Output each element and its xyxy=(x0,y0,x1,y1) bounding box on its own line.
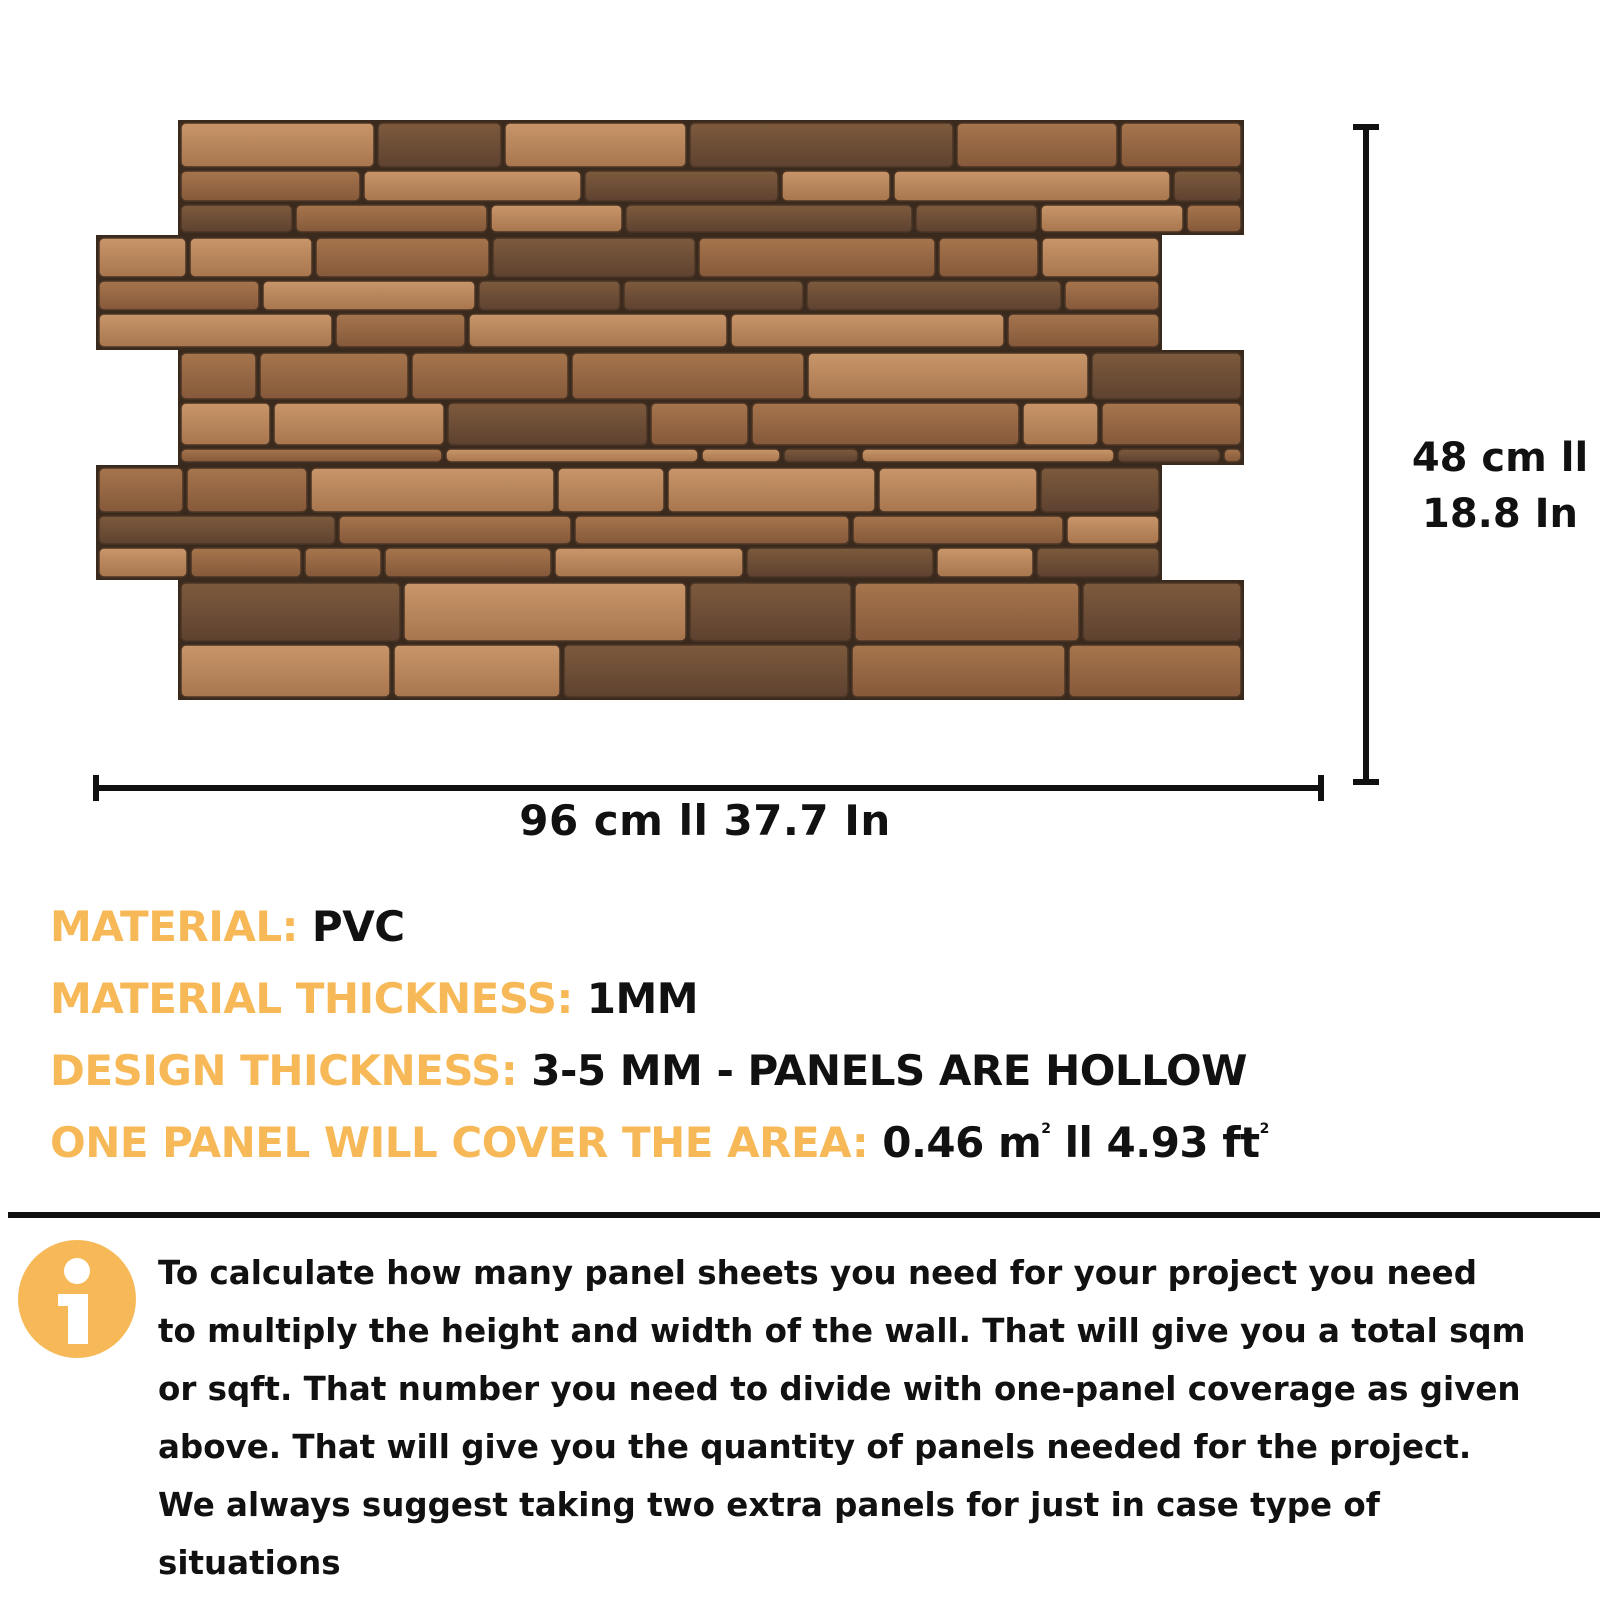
stone-block xyxy=(651,403,748,445)
stone-block xyxy=(782,171,890,201)
stone-block xyxy=(493,238,695,277)
coverage-separator: ll xyxy=(1050,1117,1107,1167)
stone-block xyxy=(916,205,1037,232)
info-text xyxy=(158,1244,1588,1592)
width-dimension-cap-right xyxy=(1318,775,1324,801)
stone-block xyxy=(855,583,1079,641)
spec-coverage-label: ONE PANEL WILL COVER THE AREA: xyxy=(50,1117,869,1167)
stone-block xyxy=(316,238,489,277)
info-line: To calculate how many panel sheets you need for your project you need xyxy=(158,1254,1477,1292)
stone-block xyxy=(626,205,912,232)
stone-block xyxy=(752,403,1019,445)
stone-block xyxy=(1118,449,1220,462)
spec-design-thickness xyxy=(50,1034,1550,1106)
stone-block xyxy=(555,548,743,577)
stone-block xyxy=(852,645,1065,697)
spec-coverage-value xyxy=(882,1118,1269,1167)
stone-block xyxy=(575,516,849,544)
stone-block xyxy=(558,468,664,512)
info-line: to multiply the height and width of the wall. That will give you a total sqm xyxy=(158,1312,1526,1350)
stone-block xyxy=(784,449,858,462)
stone-block xyxy=(1065,281,1159,310)
stone-block xyxy=(99,468,183,512)
stone-block xyxy=(937,548,1033,577)
spec-material-label: MATERIAL: xyxy=(50,901,298,951)
stone-block xyxy=(585,171,778,201)
stone-block xyxy=(305,548,381,577)
stone-block xyxy=(1102,403,1241,445)
stone-block xyxy=(412,353,568,399)
stone-block xyxy=(957,123,1117,167)
info-line: We always suggest taking two extra panels for just in case type of xyxy=(158,1486,1380,1524)
stone-wall-panel-image xyxy=(96,120,1276,720)
stone-blocks xyxy=(96,120,1244,700)
stone-block xyxy=(181,123,374,167)
stone-block xyxy=(479,281,620,310)
width-dimension-line xyxy=(96,785,1320,791)
height-label-line-2: 18.8 In xyxy=(1422,491,1578,537)
stone-block xyxy=(572,353,804,399)
stone-block xyxy=(296,205,487,232)
spec-material xyxy=(50,890,1550,962)
stone-block xyxy=(448,403,647,445)
stone-block xyxy=(181,171,360,201)
stone-block xyxy=(99,314,332,347)
spec-material-thickness-label: MATERIAL THICKNESS: xyxy=(50,973,573,1023)
stone-block xyxy=(260,353,408,399)
height-dimension-cap-bottom xyxy=(1353,779,1379,785)
info-icon xyxy=(18,1240,136,1358)
stone-block xyxy=(99,516,335,544)
info-icon-stem xyxy=(68,1294,88,1344)
width-dimension-cap-left xyxy=(93,775,99,801)
stone-block xyxy=(505,123,686,167)
stone-block xyxy=(747,548,933,577)
stone-block xyxy=(1067,516,1159,544)
stone-block xyxy=(394,645,560,697)
stone-block xyxy=(1042,238,1159,277)
coverage-sup-ft: 2 xyxy=(1259,1120,1269,1137)
spec-material-thickness xyxy=(50,962,1550,1034)
stone-block xyxy=(939,238,1038,277)
stone-block xyxy=(181,583,400,641)
stone-block xyxy=(808,353,1088,399)
height-dimension-cap-top xyxy=(1353,124,1379,130)
height-dimension-line xyxy=(1363,125,1369,785)
width-dimension-label: 96 cm ll 37.7 In xyxy=(519,796,891,845)
stone-block xyxy=(385,548,551,577)
stone-block xyxy=(1174,171,1241,201)
stone-block xyxy=(668,468,875,512)
height-label-line-1: 48 cm ll xyxy=(1411,435,1589,481)
section-divider xyxy=(8,1212,1600,1218)
stone-block xyxy=(181,449,442,462)
product-specs xyxy=(50,890,1550,1178)
stone-block xyxy=(191,548,301,577)
stone-block xyxy=(99,281,259,310)
stone-block xyxy=(491,205,622,232)
stone-block xyxy=(731,314,1004,347)
stone-block xyxy=(1037,548,1159,577)
stone-block xyxy=(1041,205,1183,232)
stone-block xyxy=(446,449,698,462)
stone-block xyxy=(1224,449,1241,462)
stone-block xyxy=(879,468,1037,512)
coverage-sup-m: 2 xyxy=(1041,1120,1051,1137)
stone-block xyxy=(853,516,1063,544)
spec-material-thickness-value: 1MM xyxy=(586,973,699,1023)
stone-block xyxy=(181,403,270,445)
stone-block xyxy=(469,314,727,347)
coverage-value-ft: 4.93 ft xyxy=(1106,1117,1260,1167)
stone-block xyxy=(274,403,444,445)
stone-block xyxy=(190,238,312,277)
stone-block xyxy=(378,123,501,167)
stone-block xyxy=(862,449,1114,462)
stone-block xyxy=(1187,205,1241,232)
stone-block xyxy=(339,516,571,544)
stone-block xyxy=(702,449,780,462)
spec-material-value: PVC xyxy=(311,901,405,951)
stone-block xyxy=(1069,645,1241,697)
stone-panel-svg xyxy=(96,120,1276,720)
info-line: situations xyxy=(158,1544,341,1582)
coverage-value-m: 0.46 m xyxy=(882,1117,1042,1167)
stone-block xyxy=(1083,583,1241,641)
stone-block xyxy=(181,205,292,232)
stone-block xyxy=(624,281,803,310)
stone-block xyxy=(690,583,851,641)
stone-block xyxy=(364,171,581,201)
info-line: or sqft. That number you need to divide with one-panel coverage as given xyxy=(158,1370,1521,1408)
stone-block xyxy=(807,281,1061,310)
stone-block xyxy=(894,171,1170,201)
info-line: above. That will give you the quantity of panels needed for the project. xyxy=(158,1428,1472,1466)
height-dimension-label xyxy=(1400,430,1600,542)
stone-block xyxy=(1041,468,1159,512)
info-icon-dot xyxy=(64,1258,90,1284)
stone-block xyxy=(1023,403,1098,445)
spec-design-thickness-value: 3-5 MM - PANELS ARE HOLLOW xyxy=(531,1045,1247,1095)
stone-block xyxy=(404,583,686,641)
stone-block xyxy=(1092,353,1241,399)
stone-block xyxy=(699,238,935,277)
spec-design-thickness-label: DESIGN THICKNESS: xyxy=(50,1045,518,1095)
stone-block xyxy=(1121,123,1241,167)
spec-coverage xyxy=(50,1106,1550,1178)
stone-block xyxy=(690,123,953,167)
stone-block xyxy=(99,548,187,577)
stone-block xyxy=(181,353,256,399)
stone-block xyxy=(263,281,475,310)
stone-block xyxy=(311,468,554,512)
stone-block xyxy=(187,468,307,512)
stone-block xyxy=(181,645,390,697)
stone-block xyxy=(564,645,848,697)
stone-block xyxy=(99,238,186,277)
stone-block xyxy=(1008,314,1159,347)
stone-block xyxy=(336,314,465,347)
